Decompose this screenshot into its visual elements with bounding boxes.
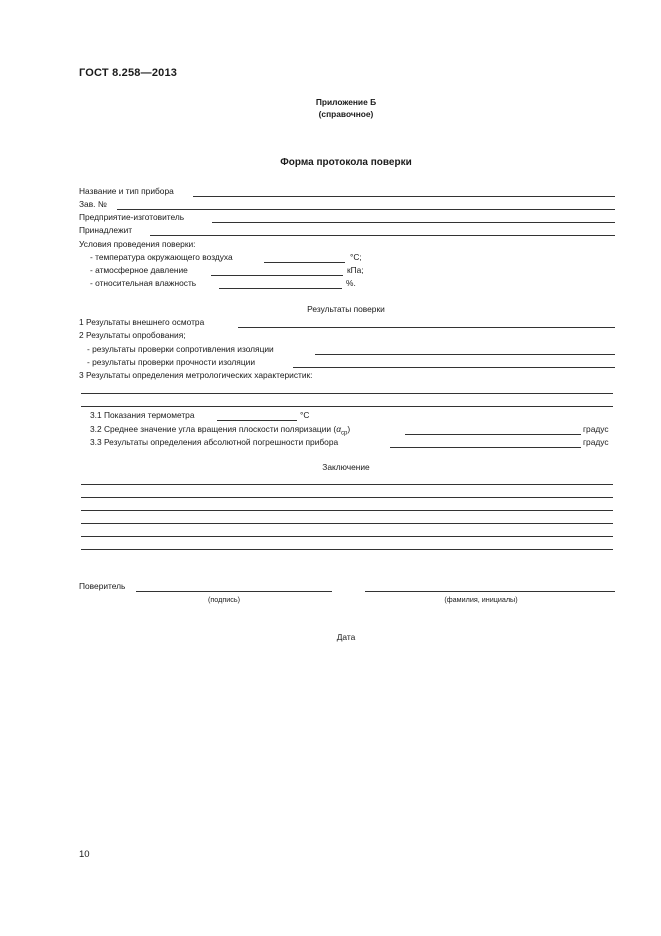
item33-label: 3.3 Результаты определения абсолютной погрешности прибора: [90, 437, 339, 447]
alpha-subscript: ср: [340, 430, 348, 437]
item2-label: 2 Результаты опробования;: [79, 330, 186, 340]
conclusion-line-6[interactable]: [81, 549, 613, 550]
item3-line-1[interactable]: [81, 393, 613, 394]
manufacturer-label: Предприятие-изготовитель: [79, 212, 185, 222]
serial-field[interactable]: [117, 209, 615, 210]
name-field[interactable]: [365, 591, 615, 592]
name-type-label: Название и тип прибора: [79, 186, 174, 196]
manufacturer-field[interactable]: [212, 222, 615, 223]
item33-field[interactable]: [390, 447, 581, 448]
item2b-field[interactable]: [293, 367, 615, 368]
page-number: 10: [79, 849, 90, 860]
appendix-subtitle: (справочное): [318, 109, 374, 119]
item31-label: 3.1 Показания термометра: [90, 410, 195, 420]
verifier-label: Поверитель: [79, 581, 126, 591]
item32-unit: градус: [583, 424, 609, 434]
form-title: Форма протокола поверки: [280, 157, 412, 168]
item31-unit: °С: [300, 410, 310, 420]
humidity-label: - относительная влажность: [90, 278, 197, 288]
conclusion-line-5[interactable]: [81, 536, 613, 537]
conclusion-title: Заключение: [322, 462, 370, 472]
serial-label: Зав. №: [79, 199, 107, 209]
pressure-field[interactable]: [211, 275, 343, 276]
conclusion-line-4[interactable]: [81, 523, 613, 524]
item1-label: 1 Результаты внешнего осмотра: [79, 317, 205, 327]
item32-label: [90, 424, 350, 437]
humidity-field[interactable]: [219, 288, 342, 289]
item2a-field[interactable]: [315, 354, 615, 355]
appendix-title: Приложение Б: [315, 97, 377, 107]
signature-field[interactable]: [136, 591, 332, 592]
date-label: Дата: [336, 632, 356, 642]
conclusion-line-3[interactable]: [81, 510, 613, 511]
document-code: ГОСТ 8.258—2013: [79, 67, 178, 79]
owner-label: Принадлежит: [79, 225, 133, 235]
item2a-label: - результаты проверки сопротивления изоляции: [87, 344, 274, 354]
conclusion-line-2[interactable]: [81, 497, 613, 498]
item31-field[interactable]: [217, 420, 297, 421]
alpha-symbol: α: [336, 424, 341, 434]
conclusion-line-1[interactable]: [81, 484, 613, 485]
item33-unit: градус: [583, 437, 609, 447]
name-type-field[interactable]: [193, 196, 615, 197]
pressure-unit: кПа;: [347, 265, 364, 275]
pressure-label: - атмосферное давление: [90, 265, 188, 275]
name-caption: (фамилия, инициалы): [444, 595, 518, 604]
humidity-unit: %.: [346, 278, 356, 288]
temperature-unit: °С;: [350, 252, 362, 262]
item1-field[interactable]: [238, 327, 615, 328]
owner-field[interactable]: [150, 235, 615, 236]
item2b-label: - результаты проверки прочности изоляции: [87, 357, 255, 367]
item32-close: ): [347, 424, 351, 434]
item3-label: 3 Результаты определения метрологических характеристик:: [79, 370, 313, 380]
item32-text: 3.2 Среднее значение угла вращения плоскости поляризации (: [90, 424, 337, 434]
conditions-label: Условия проведения поверки:: [79, 239, 196, 249]
item32-field[interactable]: [405, 434, 581, 435]
item3-line-2[interactable]: [81, 406, 613, 407]
signature-caption: (подпись): [208, 595, 240, 604]
temperature-field[interactable]: [264, 262, 345, 263]
temperature-label: - температура окружающего воздуха: [90, 252, 233, 262]
results-title: Результаты поверки: [307, 304, 385, 314]
